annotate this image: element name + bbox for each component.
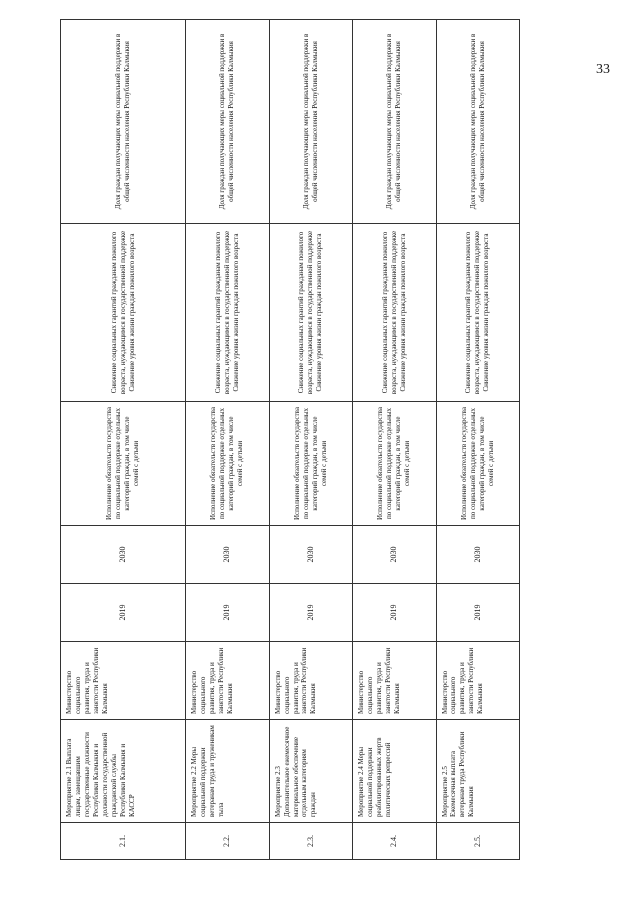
end-year: 2030 (269, 526, 352, 584)
end-year: 2030 (186, 526, 269, 584)
expected-result: Исполнение обязательств государства по социальной поддержке отдельных категорий граждан, в том числе семей с детьми (269, 402, 352, 526)
start-year: 2019 (353, 584, 436, 642)
executor: Министерство социального развития, труда и занятости Республики Калмыкия (186, 642, 269, 720)
table-row (353, 20, 436, 860)
table-row (186, 20, 269, 860)
start-year: 2019 (436, 584, 520, 642)
consequence-1: Снижение социальных гарантий гражданам пожилого возраста, нуждающимся в государственной поддержке (297, 230, 315, 395)
start-year: 2019 (269, 584, 352, 642)
event-name: Мероприятие 2.1 Выплата лицам, замещавшим государственные должности Республики Калмыкия и должности государственной гражданской службы Республики Калмыкия и КАССР (61, 720, 186, 823)
consequences (186, 224, 269, 402)
end-year: 2030 (436, 526, 520, 584)
consequence-1: Снижение социальных гарантий гражданам пожилого возраста, нуждающимся в государственной поддержке (109, 230, 127, 395)
row-number: 2.5. (436, 823, 520, 860)
executor: Министерство социального развития, труда и занятости Республики Калмыкия (269, 642, 352, 720)
event-name: Мероприятие 2.3 Дополнительное ежемесячное материальное обеспечение отдельным категориям граждан (269, 720, 352, 823)
end-year: 2030 (353, 526, 436, 584)
consequence-2: Снижение уровня жизни граждан пожилого возраста (231, 233, 240, 392)
indicator: Доля граждан получающих меры социальной поддержки в общей численности населения Республики Калмыкия (353, 20, 436, 224)
consequences (353, 224, 436, 402)
consequence-2: Снижение уровня жизни граждан пожилого возраста (482, 233, 491, 392)
table-row (61, 20, 186, 860)
indicator: Доля граждан получающих меры социальной поддержки в общей численности населения Республики Калмыкия (436, 20, 520, 224)
consequence-2: Снижение уровня жизни граждан пожилого возраста (127, 233, 136, 392)
consequences (269, 224, 352, 402)
executor: Министерство социального развития, труда и занятости Республики Калмыкия (353, 642, 436, 720)
table-row (269, 20, 352, 860)
event-name: Мероприятие 2.5 Ежемесячная выплата ветеранам труда Республики Калмыкия (436, 720, 520, 823)
consequence-1: Снижение социальных гарантий гражданам пожилого возраста, нуждающимся в государственной поддержке (380, 230, 398, 395)
consequences (61, 224, 186, 402)
consequence-2: Снижение уровня жизни граждан пожилого возраста (398, 233, 407, 392)
executor: Министерство социального развития, труда и занятости Республики Калмыкия (436, 642, 520, 720)
table-row (436, 20, 520, 860)
row-number: 2.4. (353, 823, 436, 860)
indicator: Доля граждан получающих меры социальной поддержки в общей численности населения Республики Калмыкия (61, 20, 186, 224)
rotated-table-container (60, 20, 520, 860)
consequence-1: Снижение социальных гарантий гражданам пожилого возраста, нуждающимся в государственной поддержке (213, 230, 231, 395)
row-number: 2.2. (186, 823, 269, 860)
consequences (436, 224, 520, 402)
indicator: Доля граждан получающих меры социальной поддержки в общей численности населения Республики Калмыкия (269, 20, 352, 224)
event-name: Мероприятие 2.4 Меры социальной поддержки реабилитированных жертв политических репрессий (353, 720, 436, 823)
row-number: 2.3. (269, 823, 352, 860)
program-events-table (60, 19, 520, 860)
consequence-1: Снижение социальных гарантий гражданам пожилого возраста, нуждающимся в государственной поддержке (464, 230, 482, 395)
consequence-2: Снижение уровня жизни граждан пожилого возраста (315, 233, 324, 392)
expected-result: Исполнение обязательств государства по социальной поддержке отдельных категорий граждан, в том числе семей с детьми (186, 402, 269, 526)
indicator: Доля граждан получающих меры социальной поддержки в общей численности населения Республики Калмыкия (186, 20, 269, 224)
expected-result: Исполнение обязательств государства по социальной поддержке отдельных категорий граждан, в том числе семей с детьми (436, 402, 520, 526)
page-number: 33 (596, 62, 610, 77)
end-year: 2030 (61, 526, 186, 584)
start-year: 2019 (186, 584, 269, 642)
event-name: Мероприятие 2.2 Меры социальной поддержки ветеранам труда и труженикам тыла (186, 720, 269, 823)
start-year: 2019 (61, 584, 186, 642)
executor: Министерство социального развития, труда и занятости Республики Калмыкия (61, 642, 186, 720)
expected-result: Исполнение обязательств государства по социальной поддержке отдельных категорий граждан, в том числе семей с детьми (61, 402, 186, 526)
expected-result: Исполнение обязательств государства по социальной поддержке отдельных категорий граждан, в том числе семей с детьми (353, 402, 436, 526)
row-number: 2.1. (61, 823, 186, 860)
